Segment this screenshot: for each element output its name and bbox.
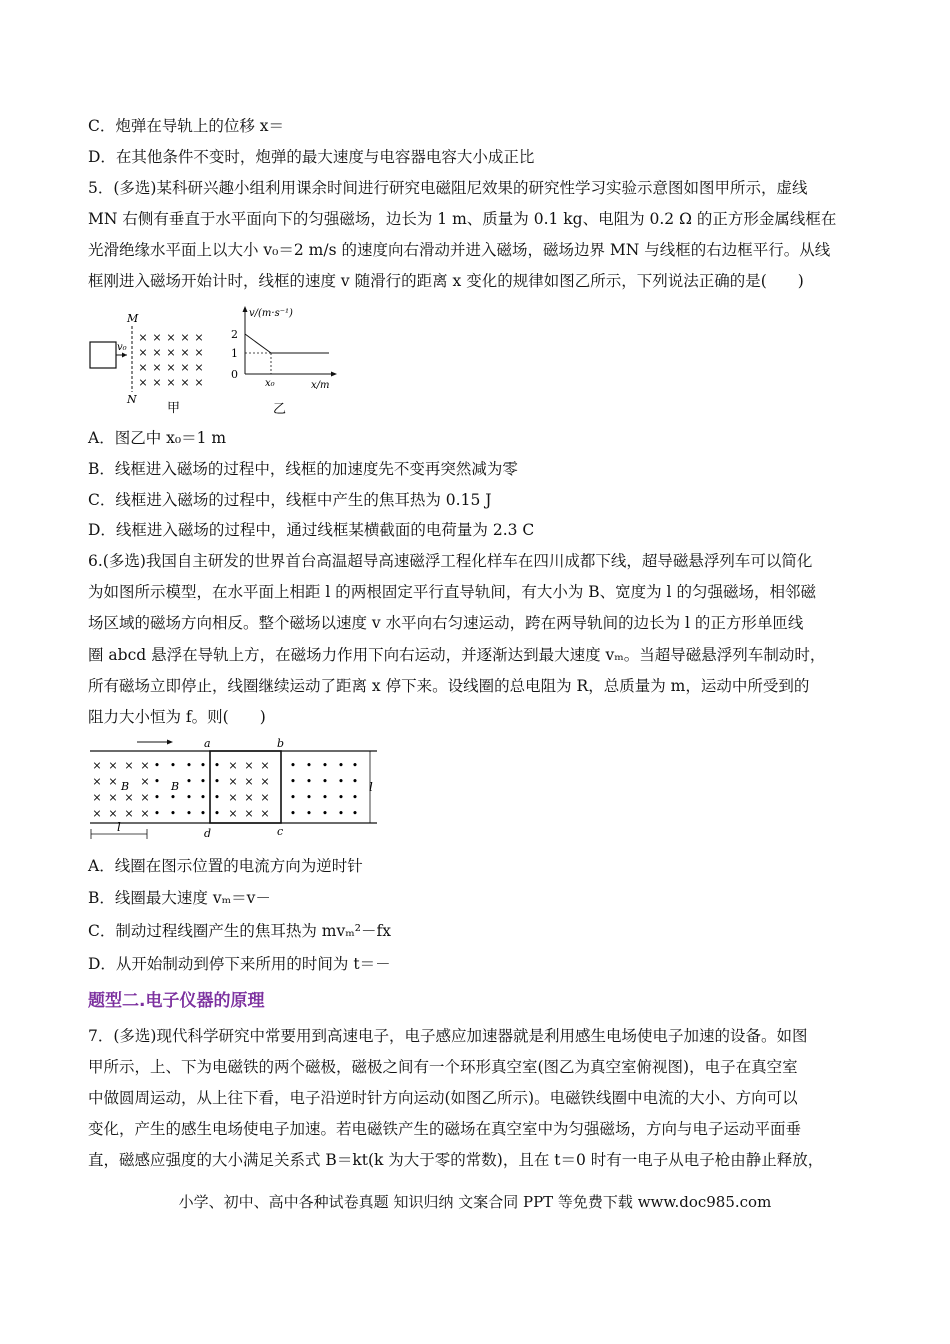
field-cross: × — [228, 775, 238, 788]
field-dot: • — [185, 791, 193, 804]
field-cross: × — [152, 376, 162, 389]
field-dot: • — [199, 775, 207, 788]
field-dot: • — [185, 759, 193, 772]
x-axis-label: x/m — [311, 380, 330, 391]
option-c-q4: C．炮弹在导轨上的位移 x＝ — [88, 117, 285, 135]
field-dot: • — [289, 775, 297, 788]
field-cross: × — [108, 791, 118, 804]
section-heading: 题型二.电子仪器的原理 — [88, 991, 265, 1011]
option-a-q6: A．线圈在图示位置的电流方向为逆时针 — [88, 857, 363, 875]
field-cross: × — [260, 759, 270, 772]
field-cross: × — [92, 807, 102, 820]
field-cross: × — [244, 759, 254, 772]
field-dot: • — [213, 759, 221, 772]
x-axis-arrowhead — [331, 372, 337, 377]
question-7-text: 甲所示，上、下为电磁铁的两个磁极，磁极之间有一个环形真空室(图乙为真空室俯视图)，电子在真空室 — [88, 1058, 798, 1076]
field-dot: • — [305, 791, 313, 804]
field-dot: • — [185, 807, 193, 820]
question-6-text: 圈 abcd 悬浮在导轨上方，在磁场力作用下向右运动，并逐渐达到最大速度 vₘ。当超导磁悬浮列车制动时， — [88, 646, 826, 664]
field-dot: • — [321, 807, 329, 820]
question-7-text: 变化，产生的感生电场使电子加速。若电磁铁产生的磁场在真空室中为匀强磁场，方向与电子运动平面垂 — [88, 1120, 802, 1138]
field-cross: × — [138, 376, 148, 389]
option-b-q5: B．线框进入磁场的过程中，线框的加速度先不变再突然减为零 — [88, 460, 518, 478]
field-cross: × — [138, 346, 148, 359]
field-dot: • — [351, 775, 359, 788]
magnetic-field-crosses — [138, 331, 203, 389]
option-a-q5: A．图乙中 x₀＝1 m — [88, 429, 227, 447]
figure-jia — [85, 308, 225, 416]
field-dot: • — [321, 775, 329, 788]
field-dot: • — [305, 807, 313, 820]
field-cross: × — [108, 807, 118, 820]
option-c-q6: C．制动过程线圈产生的焦耳热为 mvₘ²－fx — [88, 922, 391, 940]
field-motion-arrowhead — [167, 740, 173, 745]
field-cross: × — [140, 775, 150, 788]
label-l-right: l — [369, 780, 373, 794]
field-dot: • — [305, 775, 313, 788]
option-b-q6: B．线圈最大速度 vₘ＝v－ — [88, 889, 271, 907]
field-cross: × — [138, 331, 148, 344]
question-6-text: 所有磁场立即停止，线圈继续运动了距离 x 停下来。设线圈的总电阻为 R，总质量为 m，运动中所受到的 — [88, 677, 810, 695]
question-5-text: MN 右侧有垂直于水平面向下的匀强磁场，边长为 1 m、质量为 0.1 kg、电阻为 0.2 Ω 的正方形金属线框在 — [88, 210, 837, 228]
field-cross: × — [180, 361, 190, 374]
field-cross: × — [194, 376, 204, 389]
question-6-text: 阻力大小恒为 f。则( ) — [88, 708, 266, 726]
label-m: M — [127, 312, 139, 325]
field-cross: × — [166, 331, 176, 344]
velocity-arrowhead — [122, 353, 127, 358]
question-6-text: 场区域的磁场方向相反。整个磁场以速度 v 水平向右匀速运动，跨在两导轨间的边长为 l 的正方形单匝线 — [88, 614, 804, 632]
field-cross: × — [92, 791, 102, 804]
question-7-text: 中做圆周运动，从上往下看，电子沿逆时针方向运动(如图乙所示)。电磁铁线圈中电流的大小、方向可以 — [88, 1089, 798, 1107]
field-dot: • — [337, 807, 345, 820]
field-cross: × — [260, 775, 270, 788]
question-7-text: 7．(多选)现代科学研究中常要用到高速电子，电子感应加速器就是利用感生电场使电子加速的设备。如图 — [88, 1027, 808, 1045]
field-dot: • — [213, 791, 221, 804]
field-dot: • — [337, 791, 345, 804]
field-cross: × — [124, 791, 134, 804]
question-7-text: 直，磁感应强度的大小满足关系式 B＝kt(k 为大于零的常数)，且在 t＝0 时有一电子从电子枪由静止释放， — [88, 1151, 824, 1169]
field-dot: • — [153, 759, 161, 772]
field-dot: • — [351, 791, 359, 804]
y-tick-1: 1 — [231, 347, 238, 360]
field-cross: × — [152, 346, 162, 359]
question-6-text: 6.(多选)我国自主研发的世界首台高温超导高速磁浮工程化样车在四川成都下线，超导磁悬浮列车可以简化 — [88, 552, 813, 570]
question-5-text: 框刚进入磁场开始计时，线框的速度 v 随滑行的距离 x 变化的规律如图乙所示，下列说法正确的是( ) — [88, 272, 804, 290]
field-cross: × — [152, 331, 162, 344]
field-cross: × — [124, 759, 134, 772]
field-dot: • — [321, 759, 329, 772]
field-cross: × — [244, 775, 254, 788]
option-d-q6: D．从开始制动到停下来所用的时间为 t＝－ — [88, 955, 391, 973]
field-cross: × — [228, 759, 238, 772]
label-c: c — [277, 825, 284, 838]
label-n: N — [127, 393, 137, 406]
field-dot: • — [213, 807, 221, 820]
field-cross: × — [166, 361, 176, 374]
field-cross: × — [260, 807, 270, 820]
field-cross: × — [108, 775, 118, 788]
field-dot: • — [321, 791, 329, 804]
field-cross: × — [92, 775, 102, 788]
field-cross: × — [180, 376, 190, 389]
y-axis-arrowhead — [243, 306, 248, 312]
field-cross: × — [194, 361, 204, 374]
alternating-field-pattern — [92, 759, 358, 820]
field-cross: × — [92, 759, 102, 772]
field-cross: × — [152, 361, 162, 374]
graph-line-decreasing — [245, 334, 271, 353]
field-dot: • — [351, 759, 359, 772]
field-dot: • — [305, 759, 313, 772]
label-b-field-1: B — [121, 780, 130, 793]
field-dot: • — [153, 775, 161, 788]
field-cross: × — [124, 807, 134, 820]
field-dot: • — [153, 791, 161, 804]
field-dot: • — [169, 759, 177, 772]
field-dot: • — [289, 791, 297, 804]
field-cross: × — [108, 759, 118, 772]
label-a: a — [204, 737, 211, 750]
field-cross: × — [180, 331, 190, 344]
field-cross: × — [166, 376, 176, 389]
field-cross: × — [140, 791, 150, 804]
field-dot: • — [199, 759, 207, 772]
y-tick-2: 2 — [231, 328, 238, 341]
square-frame — [90, 342, 116, 368]
field-dot: • — [199, 807, 207, 820]
label-b: b — [277, 737, 285, 750]
field-dot: • — [289, 807, 297, 820]
y-axis-label: v/(m·s⁻¹) — [249, 308, 293, 319]
field-cross: × — [228, 791, 238, 804]
field-dot: • — [169, 791, 177, 804]
field-cross: × — [228, 807, 238, 820]
field-dot: • — [185, 775, 193, 788]
caption-jia: 甲 — [167, 401, 181, 416]
field-cross: × — [138, 361, 148, 374]
field-dot: • — [289, 759, 297, 772]
field-dot: • — [337, 759, 345, 772]
question-6-text: 为如图所示模型，在水平面上相距 l 的两根固定平行直导轨间，有大小为 B、宽度为 l 的匀强磁场，相邻磁 — [88, 583, 816, 601]
field-cross: × — [140, 807, 150, 820]
field-dot: • — [153, 807, 161, 820]
field-cross: × — [140, 759, 150, 772]
question-5-text: 5．(多选)某科研兴趣小组利用课余时间进行研究电磁阻尼效果的研究性学习实验示意图如图甲所示，虚线 — [88, 179, 808, 197]
figure-yi — [225, 300, 345, 418]
option-d-q4: D．在其他条件不变时，炮弹的最大速度与电容器电容大小成正比 — [88, 148, 535, 166]
field-dot: • — [351, 807, 359, 820]
y-tick-0: 0 — [231, 368, 238, 381]
figure-maglev-model — [85, 734, 385, 840]
label-v0: v₀ — [117, 342, 127, 353]
field-dot: • — [337, 775, 345, 788]
field-cross: × — [194, 346, 204, 359]
field-dot: • — [169, 807, 177, 820]
label-d: d — [204, 827, 212, 840]
label-b-field-2: B — [171, 780, 180, 793]
question-5-text: 光滑绝缘水平面上以大小 v₀＝2 m/s 的速度向右滑动并进入磁场，磁场边界 MN 与线框的右边框平行。从线 — [88, 241, 831, 259]
field-cross: × — [244, 807, 254, 820]
field-cross: × — [180, 346, 190, 359]
field-cross: × — [244, 791, 254, 804]
page-footer: 小学、初中、高中各种试卷真题 知识归纳 文案合同 PPT 等免费下载 www.doc985.com — [178, 1193, 772, 1211]
field-cross: × — [194, 331, 204, 344]
field-cross: × — [166, 346, 176, 359]
x-tick-x0: x₀ — [265, 378, 275, 389]
field-cross: × — [260, 791, 270, 804]
option-d-q5: D．线框进入磁场的过程中，通过线框某横截面的电荷量为 2.3 C — [88, 521, 535, 539]
caption-yi: 乙 — [273, 402, 287, 417]
field-dot: • — [199, 791, 207, 804]
option-c-q5: C．线框进入磁场的过程中，线框中产生的焦耳热为 0.15 J — [88, 491, 492, 509]
label-l-bottom: l — [117, 820, 121, 834]
field-dot: • — [213, 775, 221, 788]
